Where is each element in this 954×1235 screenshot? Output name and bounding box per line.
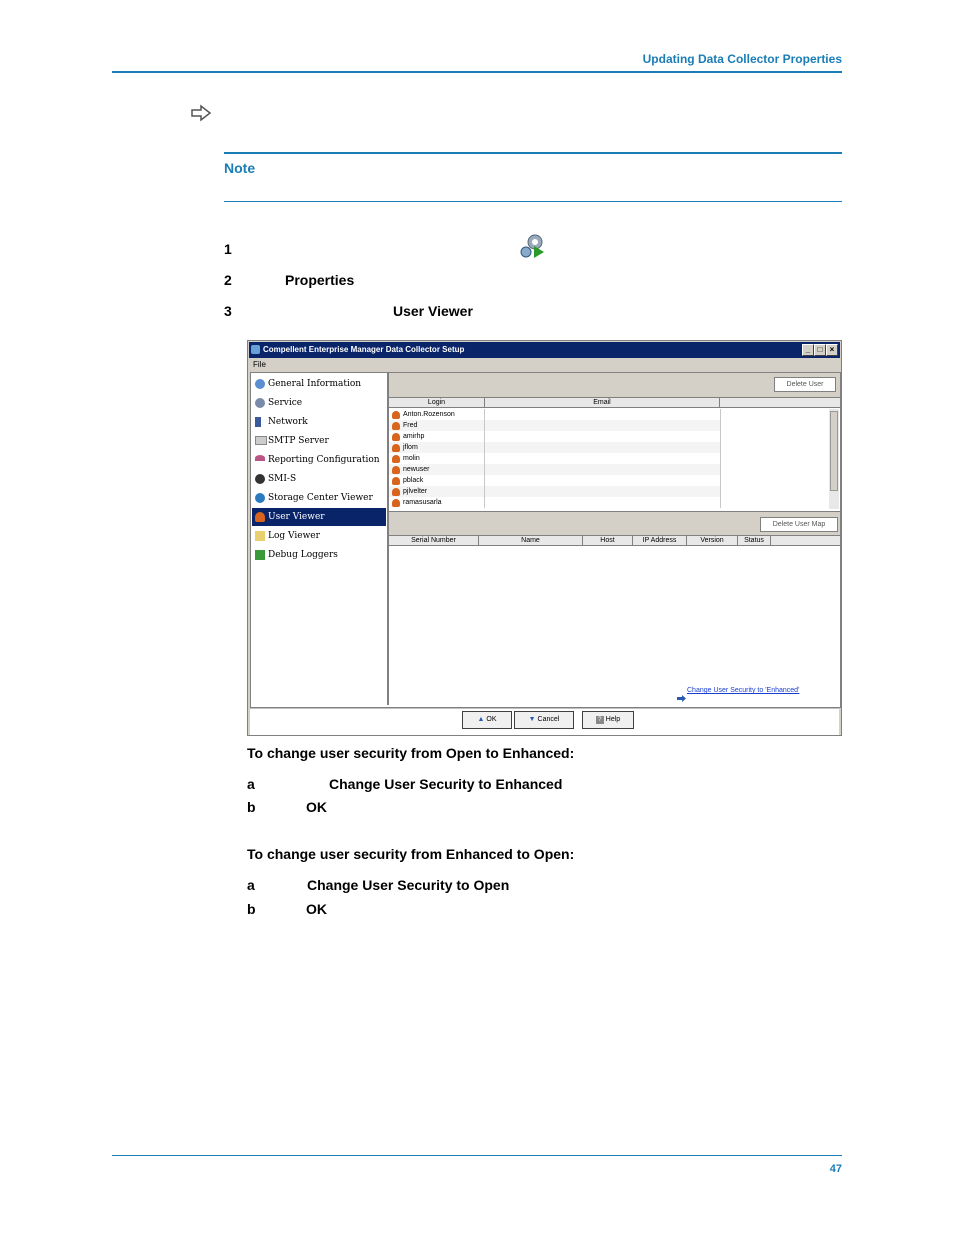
users-table <box>389 397 840 512</box>
help-button[interactable]: ? Help <box>582 711 634 729</box>
column-header[interactable]: Host <box>583 536 633 546</box>
app-icon <box>251 345 260 354</box>
delete-user-map-button[interactable]: Delete User Map <box>760 517 838 532</box>
table-row[interactable]: pblack <box>389 475 720 486</box>
user-icon <box>392 433 400 441</box>
log-icon <box>255 531 265 541</box>
ok-arrow-icon: ▲ <box>477 716 485 723</box>
nav-item-network[interactable]: Network <box>252 413 386 431</box>
users-scrollbar[interactable] <box>829 409 839 509</box>
user-icon <box>392 444 400 452</box>
user-icon <box>255 512 265 522</box>
footer-rule <box>112 1155 842 1156</box>
minimize-icon[interactable]: _ <box>802 344 814 356</box>
column-header[interactable]: Serial Number <box>389 536 479 546</box>
menu-file[interactable]: File <box>253 360 266 369</box>
column-header[interactable]: IP Address <box>633 536 687 546</box>
nav-item-smi-s[interactable]: SMI-S <box>252 470 386 488</box>
window-titlebar <box>249 342 840 358</box>
table-row[interactable]: Fred <box>389 420 720 431</box>
change-user-security-link[interactable]: Change User Security to 'Enhanced' <box>687 687 800 694</box>
column-header-filler <box>771 536 840 546</box>
note-rule-bottom <box>224 201 842 202</box>
column-header[interactable]: Version <box>687 536 738 546</box>
nav-item-log-viewer[interactable]: Log Viewer <box>252 527 386 545</box>
user-icon <box>392 466 400 474</box>
column-header[interactable]: Login <box>389 398 485 408</box>
column-header[interactable]: Name <box>479 536 583 546</box>
debug-icon <box>255 550 265 560</box>
cancel-arrow-icon: ▼ <box>528 716 536 723</box>
delete-user-button[interactable]: Delete User <box>774 377 836 392</box>
substep-letter: b <box>247 799 256 815</box>
substep-letter: b <box>247 901 256 917</box>
scrollbar-thumb[interactable] <box>830 411 838 491</box>
nav-item-reporting-configuration[interactable]: Reporting Configuration <box>252 451 386 469</box>
table-row[interactable]: pjlvelter <box>389 486 720 497</box>
note-rule-top <box>224 152 842 154</box>
table-row[interactable]: jflom <box>389 442 720 453</box>
table-row[interactable]: amirhp <box>389 431 720 442</box>
nav-item-debug-loggers[interactable]: Debug Loggers <box>252 546 386 564</box>
network-flag-icon <box>255 417 261 427</box>
user-viewer-content <box>389 373 840 705</box>
app-screenshot <box>247 340 842 736</box>
user-icon <box>392 422 400 430</box>
disk-icon <box>255 474 265 484</box>
step-number: 1 <box>224 241 232 257</box>
cancel-button[interactable]: ▼ Cancel <box>514 711 574 729</box>
close-icon[interactable]: × <box>826 344 838 356</box>
maximize-icon[interactable]: □ <box>814 344 826 356</box>
page-number: 47 <box>829 1163 842 1175</box>
step-number: 2 <box>224 272 232 288</box>
column-header-filler <box>720 398 840 408</box>
nav-item-user-viewer[interactable]: User Viewer <box>252 508 386 526</box>
nav-item-service[interactable]: Service <box>252 394 386 412</box>
header-rule <box>112 71 842 73</box>
substep-letter: a <box>247 776 255 792</box>
column-header[interactable]: Status <box>738 536 771 546</box>
arrow-right-icon <box>190 104 212 122</box>
storage-icon <box>255 493 265 503</box>
user-icon <box>392 477 400 485</box>
help-icon: ? <box>596 716 604 724</box>
note-label: Note <box>224 160 256 176</box>
user-icon <box>392 411 400 419</box>
substep-bold-term: Change User Security to Open <box>307 877 510 893</box>
gauge-icon <box>255 455 265 461</box>
table-row[interactable]: newuser <box>389 464 720 475</box>
step-bold-term: User Viewer <box>393 303 473 319</box>
section-heading: To change user security from Open to Enhanced: <box>247 745 575 761</box>
data-collector-icon <box>518 232 546 260</box>
settings-nav <box>251 373 389 705</box>
substep-letter: a <box>247 877 255 893</box>
nav-item-general-information[interactable]: General Information <box>252 375 386 393</box>
substep-bold-term: OK <box>306 799 327 815</box>
substep-bold-term: Change User Security to Enhanced <box>329 776 563 792</box>
ok-button[interactable]: ▲ OK <box>462 711 512 729</box>
substep-bold-term: OK <box>306 901 327 917</box>
service-icon <box>255 398 265 408</box>
column-header[interactable]: Email <box>485 398 720 408</box>
step-bold-term: Properties <box>285 272 355 288</box>
user-icon <box>392 499 400 507</box>
nav-item-smtp-server[interactable]: SMTP Server <box>252 432 386 450</box>
table-row[interactable]: molin <box>389 453 720 464</box>
table-row[interactable]: Anton.Rozenson <box>389 409 720 420</box>
info-icon <box>255 379 265 389</box>
dialog-button-bar <box>250 708 839 735</box>
window-title: Compellent Enterprise Manager Data Collector Setup <box>263 345 465 354</box>
user-map-table <box>389 535 840 706</box>
table-row[interactable]: ramasusarla <box>389 497 720 508</box>
section-heading: To change user security from Enhanced to Open: <box>247 846 575 862</box>
mail-icon <box>255 436 267 445</box>
arrow-right-icon <box>677 687 686 694</box>
nav-item-storage-center-viewer[interactable]: Storage Center Viewer <box>252 489 386 507</box>
menubar <box>249 358 840 371</box>
main-panel <box>250 372 841 708</box>
user-icon <box>392 455 400 463</box>
user-icon <box>392 488 400 496</box>
running-header: Updating Data Collector Properties <box>642 52 842 66</box>
step-number: 3 <box>224 303 232 319</box>
